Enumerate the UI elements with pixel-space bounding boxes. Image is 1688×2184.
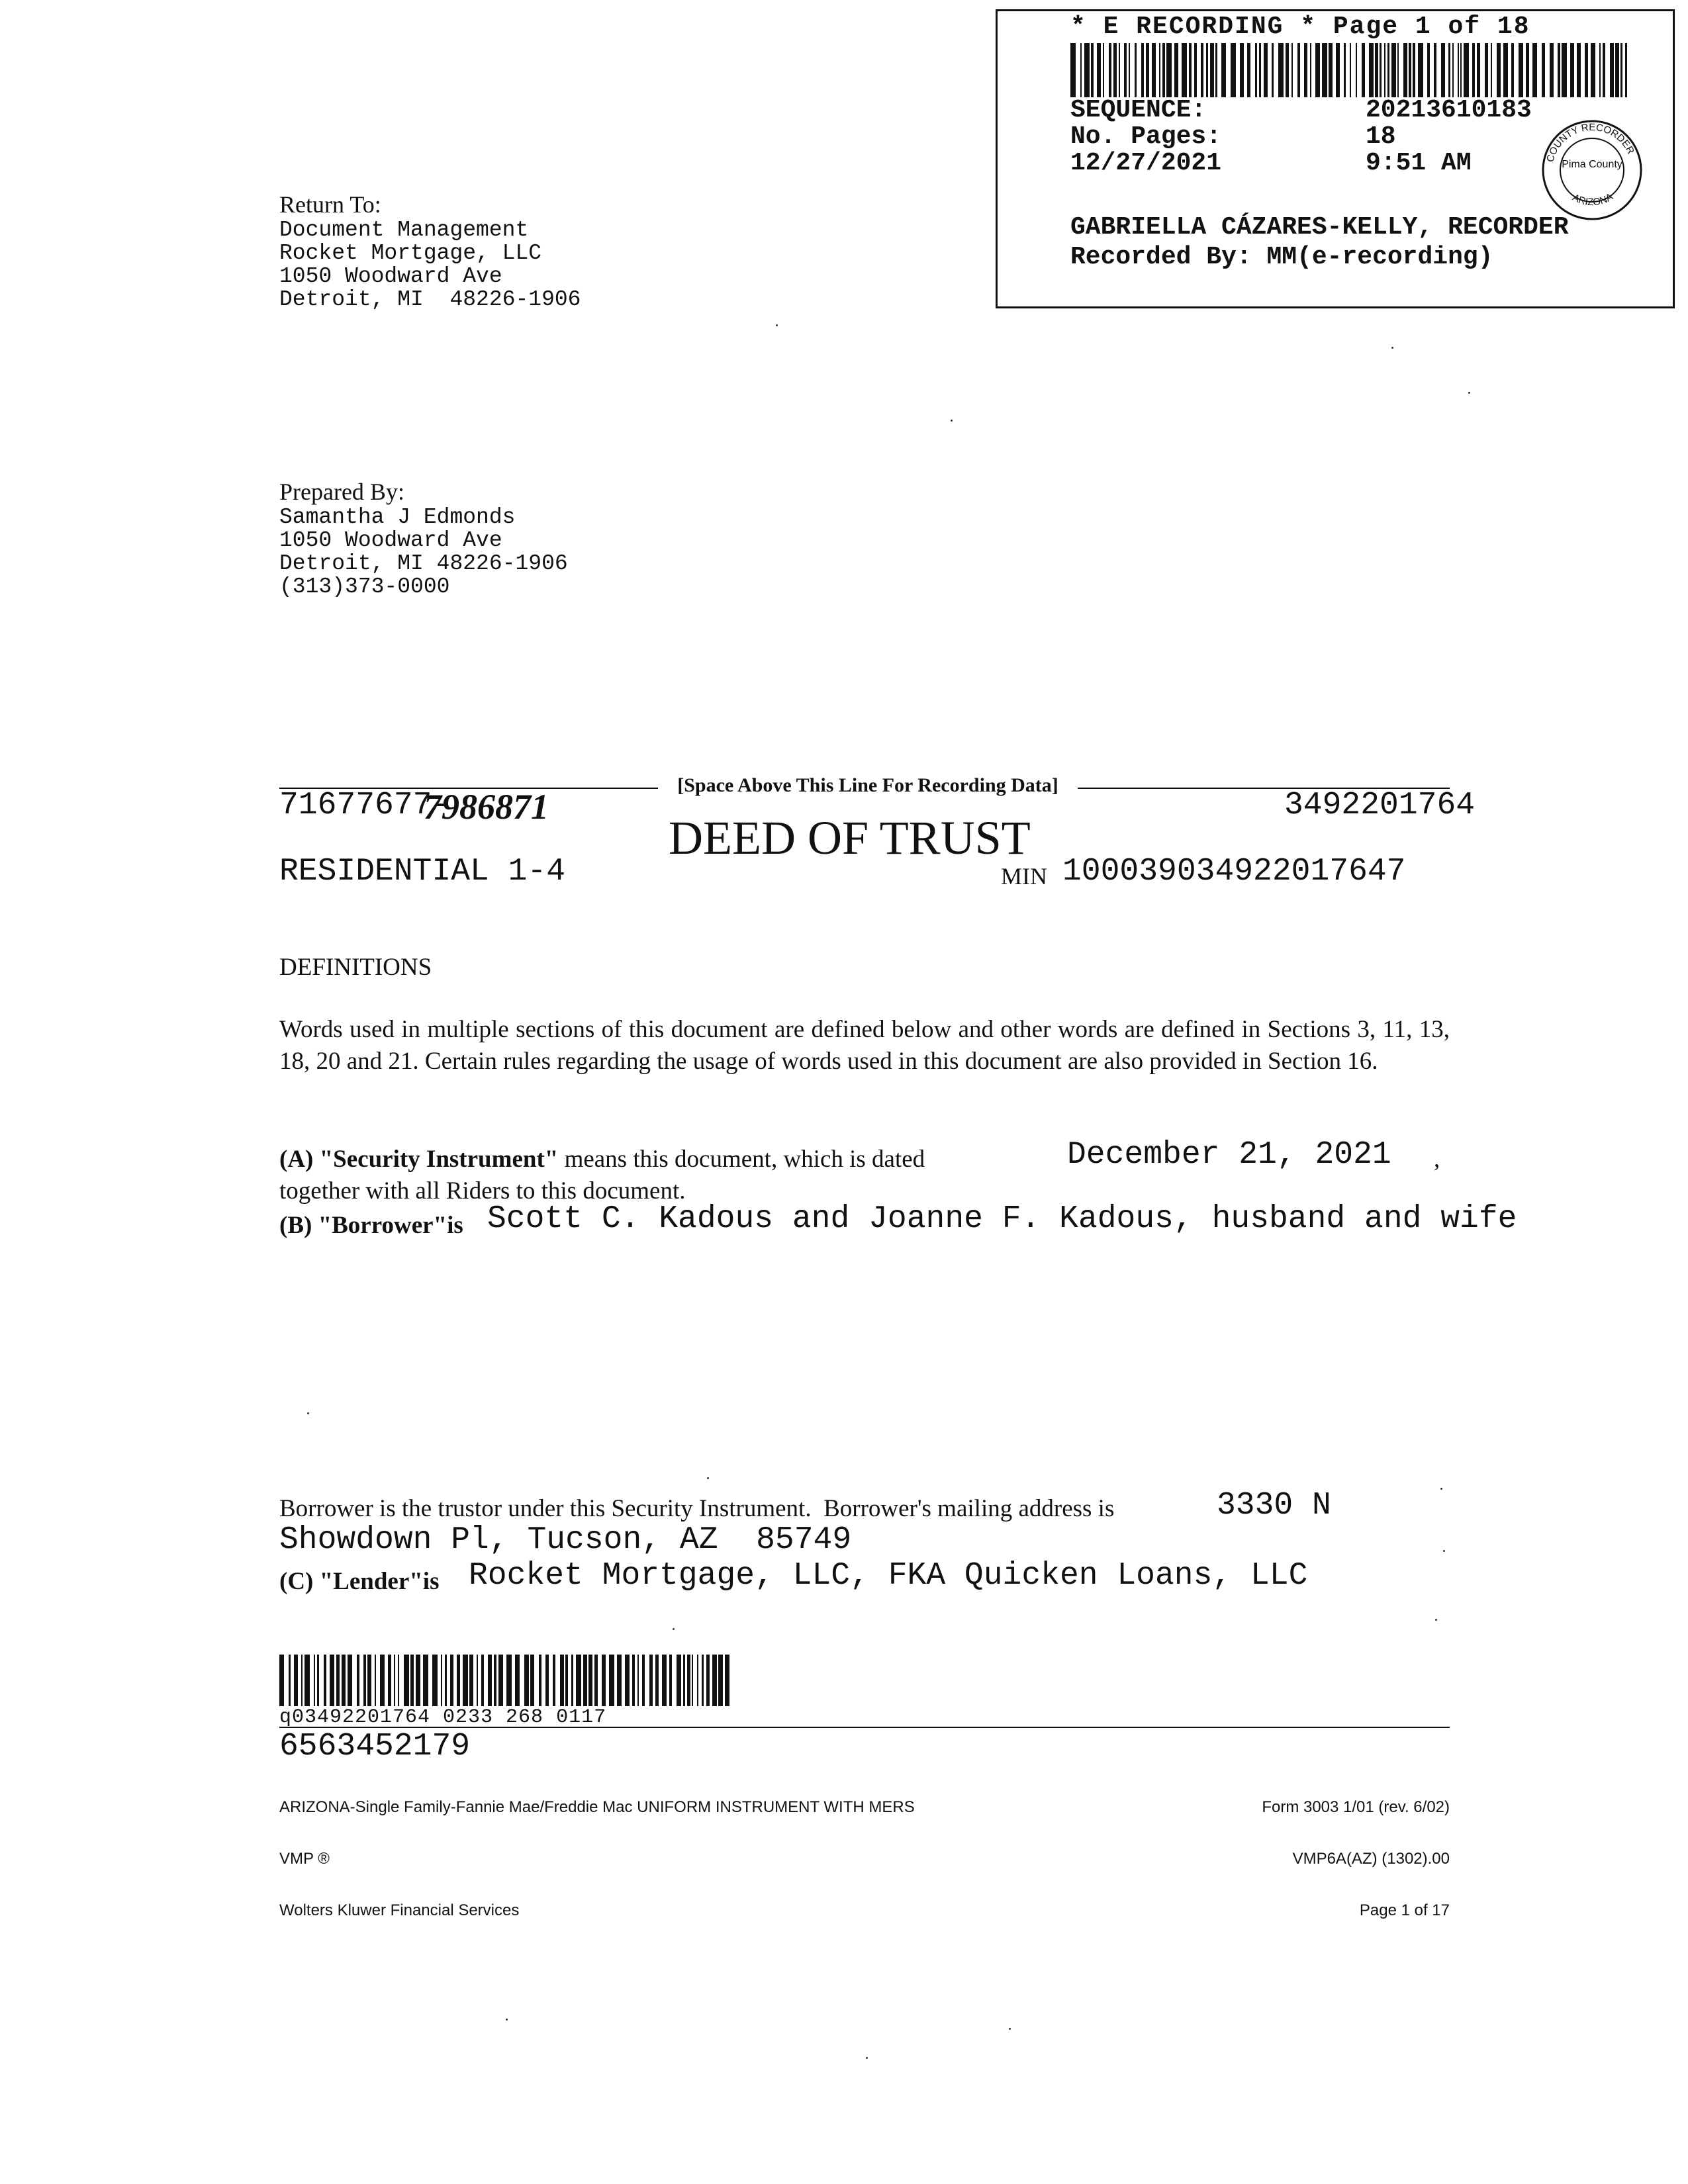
return-to-block [279,191,581,311]
return-to-line: 1050 Woodward Ave [279,264,502,289]
barcode-bar [506,1655,512,1706]
barcode-bar [1322,43,1327,97]
barcode-bar [1441,43,1445,97]
scan-speck [866,2057,868,2059]
barcode-bar [545,1655,549,1706]
barcode-bar [539,1655,541,1706]
barcode-bar [1206,43,1208,97]
barcode-bar [477,1655,478,1706]
return-to-line: Detroit, MI 48226-1906 [279,287,581,312]
definitions-heading: DEFINITIONS [279,954,432,981]
barcode-bar [1103,43,1104,97]
barcode-bar [692,1655,693,1706]
barcode-bar [305,1655,310,1706]
form-description-line: VMP ® [279,1850,330,1868]
barcode-bar [1542,43,1545,97]
barcode-bar [1356,43,1357,97]
barcode-bar [348,1655,352,1706]
barcode-bar [1272,43,1274,97]
barcode-bar [642,1655,645,1706]
barcode-bar [1084,43,1090,97]
barcode-bar [1304,43,1307,97]
barcode-bar [1182,43,1187,97]
recording-time: 9:51 AM [1366,149,1472,177]
barcode-bar [1603,43,1605,97]
barcode-bar [683,1655,685,1706]
section-a-label: (A) "Security Instrument" [279,1146,559,1173]
barcode-bar [330,1655,334,1706]
barcode-bar [560,1655,564,1706]
barcode-bar [1194,43,1197,97]
prepared-by-block [279,478,568,598]
pages-label: No. Pages: [1070,122,1222,151]
barcode-bar [357,1655,359,1706]
section-b-label: (B) "Borrower"is [279,1212,463,1239]
recording-barcode [1070,43,1632,97]
barcode-bar [1124,43,1127,97]
sequence-value: 20213610183 [1366,96,1532,124]
prepared-by-line: 1050 Woodward Ave [279,528,502,553]
barcode-bar [706,1655,710,1706]
barcode-bar [410,1655,414,1706]
barcode-bar [380,1655,385,1706]
return-to-line: Document Management [279,218,529,242]
borrower-names: Scott C. Kadous and Joanne F. Kadous, husband and wife [487,1201,1517,1237]
barcode-bar [1221,43,1226,97]
barcode-bar [289,1655,291,1706]
barcode-bar [1129,43,1130,97]
section-a [279,1145,925,1173]
barcode-bar [388,1655,391,1706]
mailing-address-line-1: 3330 N [1217,1488,1331,1524]
loan-id: 3492201764 [1284,788,1476,823]
barcode-bar [1286,43,1289,97]
barcode-bar [1146,43,1149,97]
barcode-bar [1174,43,1178,97]
barcode-bar [655,1655,659,1706]
barcode-bar [301,1655,303,1706]
recording-date: 12/27/2021 [1070,149,1222,177]
barcode-bar [1247,43,1250,97]
barcode-bar [637,1655,639,1706]
barcode-bar [702,1655,704,1706]
form-description [279,1764,915,1936]
scan-speck [951,420,953,422]
scan-speck [1391,347,1393,349]
barcode-bar [1610,43,1614,97]
barcode-bar [576,1655,581,1706]
barcode-bar [1380,43,1382,97]
pages-value: 18 [1366,122,1396,151]
barcode-bar [1210,43,1214,97]
scan-speck [506,2019,508,2021]
scan-speck [776,324,778,326]
barcode-bar [498,1655,503,1706]
barcode-bar [1259,43,1261,97]
scan-speck [673,1628,675,1630]
barcode-bar [1497,43,1501,97]
loan-number: 71677677- [279,788,451,823]
barcode-bar [677,1655,681,1706]
barcode-bar [515,1655,520,1706]
barcode-bar [583,1655,587,1706]
barcode-bar [712,1655,717,1706]
mailing-address-line-2: Showdown Pl, Tucson, AZ 85749 [279,1522,852,1558]
barcode-bar [602,1655,606,1706]
barcode-bar [463,1655,468,1706]
barcode-bar [1310,43,1311,97]
barcode-bar [317,1655,319,1706]
svg-text:COUNTY RECORDER [1544,122,1636,163]
footer-reference-number: 6563452179 [279,1729,471,1764]
barcode-bar [1503,43,1508,97]
barcode-bar [1599,43,1601,97]
barcode-bar [375,1655,376,1706]
barcode-bar [423,1655,428,1706]
trustor-statement: Borrower is the trustor under this Security Instrument. Borrower's mailing address is [279,1495,1115,1522]
barcode-bar [669,1655,672,1706]
county-seal-icon [1539,117,1645,223]
barcode-bar [394,1655,395,1706]
barcode-bar [1097,43,1101,97]
barcode-bar [441,1655,442,1706]
barcode-bar [450,1655,453,1706]
barcode-bar [1558,43,1560,97]
barcode-bar [617,1655,622,1706]
barcode-bar [625,1655,630,1706]
barcode-bar [1387,43,1389,97]
document-title: DEED OF TRUST [669,811,1031,864]
barcode-bar [1080,43,1082,97]
barcode-bar [342,1655,346,1706]
barcode-bar [1591,43,1595,97]
barcode-bar [1413,43,1415,97]
barcode-bar [1152,43,1156,97]
recorder-name: GABRIELLA CÁZARES-KELLY, RECORDER [1070,213,1569,242]
barcode-bar [1329,43,1333,97]
barcode-bar [594,1655,598,1706]
date-comma: , [1434,1146,1440,1173]
barcode-bar [1403,43,1407,97]
barcode-bar [1620,43,1622,97]
barcode-bar [324,1655,326,1706]
barcode-bar [1477,43,1480,97]
prepared-by-line: Detroit, MI 48226-1906 [279,551,568,576]
barcode-bar [1491,43,1492,97]
barcode-bar [1201,43,1203,97]
barcode-bar [662,1655,667,1706]
barcode-bar [1577,43,1581,97]
scan-speck [1440,1488,1442,1490]
barcode-bar [336,1655,340,1706]
barcode-bar [1448,43,1450,97]
barcode-bar [687,1655,690,1706]
barcode-bar [1615,43,1619,97]
barcode-bar [530,1655,534,1706]
barcode-bar [1135,43,1137,97]
barcode-bar [1452,43,1454,97]
barcode-bar [1119,43,1120,97]
recording-stamp [996,9,1675,308]
barcode-bar [1375,43,1378,97]
scan-speck [1009,2028,1011,2030]
barcode-bar [1189,43,1192,97]
barcode-bar [481,1655,484,1706]
seal-bottom-text: ARIZONA [1570,191,1615,208]
barcode-bar [632,1655,635,1706]
form-description-line: Wolters Kluwer Financial Services [279,1901,520,1919]
recorded-by: Recorded By: MM(e-recording) [1070,243,1493,271]
seal-top-text: COUNTY RECORDER [1544,121,1637,163]
barcode-bar [1297,43,1300,97]
lender-name: Rocket Mortgage, LLC, FKA Quicken Loans, LLC [469,1558,1308,1594]
barcode-bar [1458,43,1459,97]
barcode-bar [1409,43,1411,97]
barcode-bar [432,1655,438,1706]
barcode-bar [367,1655,371,1706]
form-number-line: VMP6A(AZ) (1302).00 [1292,1850,1450,1868]
prepared-by-line: Samantha J Edmonds [279,505,516,529]
barcode-bar [1091,43,1094,97]
security-instrument-date: December 21, 2021 [1067,1137,1391,1173]
barcode-bar [1391,43,1396,97]
barcode-bar [1532,43,1537,97]
barcode-bar [588,1655,592,1706]
barcode-bar [494,1655,496,1706]
barcode-bar [1162,43,1165,97]
barcode-bar [1255,43,1257,97]
handwritten-loan-suffix: 7986871 [424,787,549,827]
barcode-bar [1159,43,1160,97]
barcode-bar [1344,43,1346,97]
scan-speck [1443,1550,1445,1552]
barcode-bar [469,1655,473,1706]
barcode-bar [1278,43,1284,97]
barcode-bar [1264,43,1268,97]
barcode-bar [571,1655,573,1706]
barcode-bar [445,1655,447,1706]
barcode-bar [1291,43,1293,97]
barcode-bar [1464,43,1469,97]
barcode-bar [363,1655,366,1706]
barcode-bar [1362,43,1365,97]
barcode-bar [718,1655,723,1706]
barcode-number: q03492201764 0233 268 0117 [279,1706,607,1729]
footer-rule [279,1727,1450,1728]
barcode-bar [314,1655,315,1706]
barcode-bar [1485,43,1488,97]
min-label: MIN [1001,863,1047,889]
barcode-bar [1336,43,1340,97]
barcode-bar [609,1655,614,1706]
barcode-bar [1231,43,1236,97]
barcode-bar [649,1655,653,1706]
barcode-bar [1418,43,1423,97]
barcode-bar [553,1655,555,1706]
barcode-bar [725,1655,729,1706]
barcode-bar [1427,43,1430,97]
barcode-bar [1625,43,1627,97]
barcode-bar [1511,43,1514,97]
barcode-bar [1460,43,1462,97]
barcode-bar [1397,43,1399,97]
page-number: Page 1 of 17 [1359,1901,1450,1919]
form-number-line: Form 3003 1/01 (rev. 6/02) [1262,1798,1450,1816]
barcode-bar [1240,43,1244,97]
barcode-bar [1141,43,1144,97]
barcode-bar [279,1655,284,1706]
scan-speck [1435,1619,1437,1621]
space-above-note: [Space Above This Line For Recording Data] [677,774,1058,796]
barcode-bar [565,1655,568,1706]
barcode-bar [457,1655,460,1706]
scan-speck [1468,392,1470,394]
barcode-bar [1585,43,1588,97]
seal-center-text: Pima County [1562,159,1622,170]
barcode-bar [1369,43,1374,97]
return-to-line: Rocket Mortgage, LLC [279,241,542,265]
barcode-bar [1315,43,1320,97]
barcode-bar [1519,43,1523,97]
barcode-bar [1109,43,1111,97]
barcode-bar [1113,43,1117,97]
form-number-block [993,1764,1450,1936]
barcode-bar [398,1655,399,1706]
barcode-bar [1526,43,1529,97]
barcode-bar [1562,43,1567,97]
section-c-label: (C) "Lender"is [279,1568,440,1595]
barcode-bar [416,1655,420,1706]
min-number: 100039034922017647 [1062,854,1406,889]
scan-speck [307,1412,309,1414]
prepared-by-label: Prepared By: [279,478,404,505]
svg-text:ARIZONA [1571,191,1615,208]
recording-header: * E RECORDING * Page 1 of 18 [1070,13,1530,41]
definitions-intro: Words used in multiple sections of this document are defined below and other words are defined in Sections 3, 11, 13, 18, 20 and 21. Certain rules regarding the usage of words used in this document are also provided in Section 16. [279,1016,1450,1075]
property-type: RESIDENTIAL 1-4 [279,854,566,889]
document-barcode [279,1655,736,1706]
scan-speck [707,1477,709,1479]
barcode-bar [1166,43,1172,97]
barcode-bar [1384,43,1385,97]
barcode-bar [697,1655,698,1706]
section-a-text: means this document, which is dated [558,1146,925,1173]
barcode-bar [1070,43,1076,97]
return-to-label: Return To: [279,191,381,218]
form-description-line: ARIZONA-Single Family-Fannie Mae/Freddie Mac UNIFORM INSTRUMENT WITH MERS [279,1798,915,1816]
barcode-bar [1215,43,1217,97]
barcode-bar [1550,43,1554,97]
barcode-bar [524,1655,529,1706]
barcode-bar [1570,43,1574,97]
prepared-by-line: (313)373-0000 [279,574,450,599]
barcode-bar [294,1655,298,1706]
barcode-bar [1434,43,1436,97]
sequence-label: SEQUENCE: [1070,96,1207,124]
barcode-bar [1350,43,1351,97]
barcode-bar [404,1655,409,1706]
section-a-continued: together with all Riders to this document. [279,1177,686,1205]
barcode-bar [488,1655,492,1706]
barcode-bar [1472,43,1475,97]
